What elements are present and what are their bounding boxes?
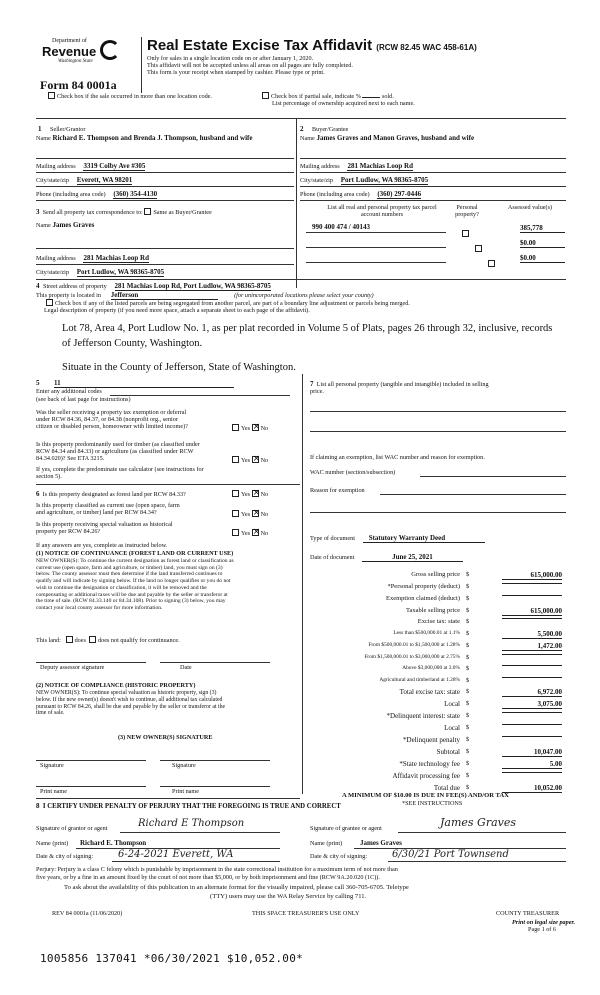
grantee-signature[interactable]: James Graves (440, 816, 517, 829)
s6-q3-yes-label: Yes (241, 530, 251, 537)
tier-row-4-dollar: $ (466, 677, 470, 684)
buyer-name-label: Name (300, 135, 315, 142)
calc2-row-0-label: Total excise tax: state (399, 688, 460, 696)
parcel-number-1[interactable]: 990 400 474 / 40143 (312, 223, 370, 231)
s5-codes-label: Enter any additional codes (36, 388, 102, 395)
tier-row-2-label: From $1,500,000.01 to $3,000,000 at 2.75% (364, 654, 460, 660)
s5-q2-line2: RCW 84.34 and 84.33) or agriculture (as classified under RCW (36, 448, 194, 456)
calc-row-2-value[interactable] (502, 595, 562, 596)
s6-q2-no-label: No (260, 511, 269, 518)
calc2-row-7-value[interactable] (502, 772, 562, 773)
s6-n1-body (36, 558, 234, 612)
s6-q2-no-checkbox[interactable] (252, 510, 259, 517)
situate-line[interactable]: Situate in the County of Jefferson, State of Washington. (62, 362, 296, 373)
partial-sale-check[interactable] (262, 92, 394, 100)
tier-row-1-dollar: $ (466, 642, 470, 649)
corr-label: Send all property tax correspondence to: (42, 209, 143, 216)
calc2-row-2-value[interactable] (502, 712, 562, 713)
parcel-head-value: Assessed value(s) (507, 204, 553, 211)
seller-phone-row (36, 190, 157, 199)
partial-sub: List percentage of ownership acquired next to each name. (272, 100, 415, 107)
s5-q2-no-label: No (260, 457, 269, 464)
form-title-text: Real Estate Excise Tax Affidavit (147, 37, 373, 54)
corr-addr-label: Mailing address (36, 255, 76, 262)
n1-line2: current use (open space, farm and agriculture, or timber) land, you must sign on (3) (36, 564, 223, 571)
grantor-date-label: Date & city of signing: (36, 853, 94, 860)
seller-num: 1 (38, 125, 42, 133)
seller-name-row (36, 134, 294, 143)
dor-logo (40, 38, 128, 72)
land-doesnot-label: does not qualify for continuance. (98, 637, 180, 644)
tier-row-1-value[interactable]: 1,472.00 (502, 642, 562, 651)
s6-q2-line2: and agriculture, or timber) land per RCW 84.34? (36, 509, 157, 517)
calc2-row-7-label: Affidavit processing fee (392, 772, 460, 780)
s6-q2-line1: Is this property classified as current use (open space, farm (36, 502, 180, 509)
new-owner-sig-1[interactable]: Signature (40, 762, 64, 769)
s5-q2-line1: Is this property predominantly used for timber (as classified under (36, 441, 200, 448)
n1-line5: wish to continue the designation or classification, it will be removed and the (36, 584, 207, 591)
s6-q1-no-label: No (260, 491, 269, 498)
s6-q3-yes-checkbox[interactable] (232, 529, 239, 536)
calc2-row-8-dollar: $ (466, 784, 470, 791)
doc-date-row (310, 553, 463, 562)
calc2-row-6-value[interactable]: 5.00 (502, 760, 562, 769)
s5-q1-no-label: No (260, 425, 269, 432)
s6-q3-line1: Is this property receiving special valuation as historical (36, 521, 173, 528)
calc-row-0-label: Gross selling price (411, 571, 460, 578)
s6-n2-body (36, 690, 225, 717)
seller-addr-value[interactable]: 3319 Colby Ave #305 (83, 162, 146, 170)
calc2-row-4-value[interactable] (502, 736, 562, 737)
buyer-num: 2 (300, 125, 304, 133)
s6-q3 (36, 521, 173, 535)
calc2-row-4-dollar: $ (466, 736, 470, 743)
corr-name-value[interactable]: James Graves (52, 221, 95, 229)
n1-line6: compensating or additional taxes will be due and payable by the seller or transferor at (36, 591, 228, 598)
s6-q1-no-checkbox[interactable] (252, 490, 259, 497)
calc2-row-1-dollar: $ (466, 700, 470, 707)
s6-q1-yesno (232, 490, 268, 498)
deputy-date-label: Date (180, 664, 192, 671)
see-instructions: *SEE INSTRUCTIONS (402, 800, 463, 807)
partial-sale-label: Check box if partial sale, indicate % (271, 93, 361, 100)
segregation-checkbox[interactable] (46, 299, 53, 306)
new-owner-sig-2[interactable]: Signature (172, 762, 196, 769)
s5-q2-yesno (232, 456, 268, 464)
s5-q3-line2: section 5). (36, 473, 62, 481)
tier-row-2-value[interactable] (502, 654, 562, 655)
grantee-name-value[interactable]: James Graves (360, 839, 402, 847)
parcel-value-3[interactable]: $0.00 (520, 254, 565, 263)
calc-row-2-dollar: $ (466, 595, 470, 602)
corr-city-value[interactable]: Port Ludlow, WA 98365-8705 (76, 268, 165, 276)
certify-label: I CERTIFY UNDER PENALTY OF PERJURY THAT THE FOREGOING IS TRUE AND CORRECT (42, 803, 341, 810)
land-doesnot-checkbox[interactable] (89, 636, 96, 643)
calc2-row-5-value[interactable]: 10,047.00 (502, 748, 562, 757)
calc-row-3-label: Taxable selling price (405, 607, 460, 614)
buyer-phone-value[interactable]: (360) 297-0446 (377, 190, 422, 198)
s7-label-line1: List all personal property (tangible and intangible) included in selling (316, 381, 489, 388)
calc2-row-2-dollar: $ (466, 712, 470, 719)
calc-row-4-dollar: $ (466, 618, 470, 625)
s5-q2-no-checkbox[interactable] (252, 456, 259, 463)
doc-type-label: Type of document (310, 535, 355, 542)
s6-n3-head: (3) NEW OWNER(S) SIGNATURE (118, 734, 213, 741)
s5-q2-line3: 84.34.020)? See ETA 3215. (36, 455, 105, 463)
grantor-name-label: Name (print) (36, 840, 69, 847)
tier-row-0-dollar: $ (466, 630, 470, 637)
buyer-addr-label: Mailing address (300, 163, 340, 170)
s5-q2 (36, 441, 200, 463)
calc-row-4-value[interactable] (502, 618, 562, 619)
minimum-note: A MINIMUM OF $10.00 IS DUE IN FEE(S) AND/OR TAX (342, 792, 509, 799)
dept-brand: Revenue (42, 44, 97, 59)
corr-num: 3 (36, 208, 40, 216)
calc2-row-6-dollar: $ (466, 760, 470, 767)
grantee-date-value[interactable]: 6/30/21 Port Townsend (392, 849, 509, 860)
s5-q1-yesno (232, 424, 268, 432)
calc2-row-1-value[interactable]: 3,075.00 (502, 700, 562, 709)
buyer-name-value[interactable]: James Graves and Manon Graves, husband and wife (316, 134, 475, 142)
seller-city-label: City/state/zip (36, 177, 69, 184)
calc2-row-8-value[interactable]: 10,052.00 (502, 784, 562, 793)
new-owner-print-2[interactable]: Print name (172, 788, 199, 795)
land-label: This land: (36, 637, 61, 644)
dept-line1: Department of (52, 38, 87, 44)
s5-num: 5 (36, 379, 40, 387)
s6-n2-head: (2) NOTICE OF COMPLIANCE (HISTORIC PROPERTY) (36, 682, 196, 689)
deputy-sig-label: Deputy assessor signature (40, 664, 105, 671)
grantee-sig-label: Signature of grantee or agent (310, 825, 382, 832)
sub-line-2: This affidavit will not be accepted unless all areas on all pages are fully completed. (147, 62, 353, 69)
calc-row-1-label: *Personal property (deduct) (387, 583, 460, 590)
s5-q1-no-checkbox[interactable] (252, 424, 259, 431)
calc2-row-5-label: Subtotal (436, 748, 460, 756)
buyer-city-value[interactable]: Port Ludlow, WA 98365-8705 (340, 176, 429, 184)
property-num: 4 (36, 282, 40, 290)
partial-sold-label: sold. (381, 93, 394, 100)
buyer-addr-value[interactable]: 281 Machias Loop Rd (347, 162, 413, 170)
s5-q1 (36, 409, 188, 431)
personal-checkbox-3[interactable] (488, 260, 495, 267)
corr-name-label: Name (36, 222, 51, 229)
seller-addr-label: Mailing address (36, 163, 76, 170)
seller-city-value[interactable]: Everett, WA 98201 (76, 176, 133, 184)
calc-row-3-dollar: $ (466, 607, 470, 614)
alt-format-line: To ask about the availability of this publication in an alternate format for the visually impaired, please call 360-705-6705. Teletype (64, 884, 409, 891)
buyer-name-row (300, 134, 474, 143)
s5-q1-line2: under RCW 84.36, 84.37, or 84.38 (nonprofit org., senior (36, 416, 178, 424)
s5-q1-line3: citizen or disabled person, homeowner with limited income)? (36, 423, 188, 431)
street-label: Street address of property (43, 283, 107, 290)
s6-q1 (36, 490, 186, 498)
rev-code: REV 84 0001a (11/06/2020) (52, 910, 123, 917)
perjury-line2: five years, or by a fine in an amount fixed by the court of not more than $5,000, or by both imprisonment and fine (RCW 9A.20.020 (1C)). (36, 873, 380, 881)
n1-line4: qualify and will indicate by signing below. If the land no longer qualifies or you do not (36, 578, 231, 585)
n1-line8: contact your local county assessor for more information. (36, 604, 163, 611)
dept-line3: Washington State (58, 59, 93, 64)
calc2-row-8-label: Total due (433, 784, 460, 792)
s5-q1-yes-checkbox[interactable] (232, 424, 239, 431)
calc-row-4-label: Excise tax: state (417, 618, 460, 625)
tier-row-4-value[interactable] (502, 677, 562, 678)
s7-label (310, 380, 489, 395)
located-value[interactable]: Jefferson (111, 291, 219, 300)
n2-line1: NEW OWNER(S): To continue special valuation as historic property, sign (3) (36, 690, 217, 696)
calc2-row-1-label: Local (444, 700, 460, 708)
calc2-row-4-label: *Delinquent penalty (403, 736, 460, 744)
corr-addr-row (36, 254, 149, 263)
reason-label: Reason for exemption (310, 487, 365, 494)
grantee-date-label: Date & city of signing: (310, 853, 368, 860)
multi-location-label: Check box if the sale occurred in more than one location code. (57, 93, 212, 100)
parcel-value-2[interactable]: $0.00 (520, 239, 565, 248)
exempt-label: If claiming an exemption, list WAC number and reason for exemption. (310, 454, 485, 461)
s6-q2 (36, 502, 180, 516)
unincorp-note: (for unincorporated locations please select your county) (234, 292, 374, 299)
calc2-row-6-label: *State technology fee (399, 760, 460, 768)
n2-line3: pursuant to RCW 84.26, shall be due and payable by the seller or transferor at the (36, 703, 226, 710)
buyer-heading: Buyer/Grantee (312, 126, 349, 133)
tty-line: (TTY) users may use the WA Relay Service by calling 711. (210, 893, 367, 900)
legal-label: Legal description of property (if you need more space, attach a separate sheet to each page of the affidavit). (44, 307, 310, 314)
s6-ifany: If any answers are yes, complete as instructed below. (36, 542, 168, 549)
s6-q1-label: Is this property designated as forest land per RCW 84.33? (42, 491, 186, 498)
tier-row-0-value[interactable]: 5,500.00 (502, 630, 562, 639)
street-value[interactable]: 281 Machias Loop Rd, Port Ludlow, WA 98365-8705 (114, 282, 271, 290)
calc-row-3-value[interactable]: 615,000.00 (502, 607, 562, 616)
s6-q3-no-checkbox[interactable] (252, 529, 259, 536)
s6-q1-yes-checkbox[interactable] (232, 490, 239, 497)
tier-row-4-label: Agricultural and timberland at 1.28% (379, 677, 460, 683)
perjury-line1: Perjury: Perjury is a class C felony which is punishable by imprisonment in the state correctional institution for a maximum term of not more than (36, 866, 398, 873)
grantor-signature[interactable]: Richard E Thompson (138, 818, 245, 829)
s6-q2-yes-checkbox[interactable] (232, 510, 239, 517)
tier-row-2-dollar: $ (466, 654, 470, 661)
treasurer-only: THIS SPACE TREASURER'S USE ONLY (252, 910, 360, 917)
s5-q2-yes-checkbox[interactable] (232, 456, 239, 463)
multi-location-check[interactable] (48, 92, 212, 100)
personal-checkbox-2[interactable] (475, 245, 482, 252)
land-does-checkbox[interactable] (66, 636, 73, 643)
parcel-head-personal: Personal property? (455, 204, 479, 219)
s6-q1-yes-label: Yes (241, 491, 251, 498)
seller-name-value[interactable]: Richard E. Thompson and Brenda J. Thompson, husband and wife (52, 134, 253, 142)
certify-row (36, 802, 341, 810)
s6-q3-no-label: No (260, 530, 269, 537)
seller-phone-label: Phone (including area code) (36, 191, 106, 198)
corr-name-row (36, 221, 94, 230)
grantor-date-value[interactable]: 6-24-2021 Everett, WA (118, 849, 234, 860)
doc-type-row (310, 534, 485, 543)
land-does-label: does (74, 637, 86, 644)
seller-heading: Seller/Grantor (50, 126, 86, 133)
segregation-row[interactable] (46, 299, 410, 307)
s6-q3-line2: property per RCW 84.26? (36, 528, 101, 536)
n1-line7: the time of sale. (RCW 84.33.140 or 84.34.108). Prior to signing (3) below, you may (36, 598, 226, 605)
s6-q2-yesno (232, 510, 268, 518)
seller-city-row (36, 176, 132, 185)
land-qualify-row (36, 636, 180, 644)
calc-row-0-dollar: $ (466, 571, 470, 578)
same-as-buyer-label: Same as Buyer/Grantee (153, 209, 212, 216)
personal-checkbox-1[interactable] (462, 230, 469, 237)
calc2-row-0-dollar: $ (466, 688, 470, 695)
corr-city-label: City/state/zip (36, 269, 69, 276)
n2-line4: time of sale. (36, 710, 65, 717)
n1-line1: NEW OWNER(S): To continue the current designation as forest land or classification as (36, 558, 234, 564)
tier-row-3-dollar: $ (466, 665, 470, 672)
grantor-name-value[interactable]: Richard E. Thompson (80, 839, 147, 847)
calc2-row-3-label: Local (444, 724, 460, 732)
grantor-sig-label: Signature of grantor or agent (36, 825, 108, 832)
form-title (147, 37, 477, 54)
s6-num: 6 (36, 490, 40, 498)
calc-row-1-dollar: $ (466, 583, 470, 590)
buyer-city-row (300, 176, 428, 185)
seller-name-label: Name (36, 135, 51, 142)
county-treasurer: COUNTY TREASURER (496, 910, 560, 917)
buyer-phone-label: Phone (including area code) (300, 191, 370, 198)
wac-label: WAC number (section/subsection) (310, 469, 396, 476)
corr-row (36, 208, 212, 216)
calc-row-1-value[interactable] (502, 583, 562, 584)
s5-code[interactable]: 11 (54, 379, 234, 388)
partial-sale-checkbox[interactable] (262, 92, 269, 99)
tier-row-0-label: Less than $500,000.01 at 1.1% (393, 630, 460, 636)
buyer-phone-row (300, 190, 421, 199)
s5-codes-sub: (see back of last page for instructions) (36, 396, 131, 403)
buyer-city-label: City/state/zip (300, 177, 333, 184)
multi-location-checkbox[interactable] (48, 92, 55, 99)
s5-q3-line1: If yes, complete the predominate use calculator (see instructions for (36, 466, 204, 473)
new-owner-print-1[interactable]: Print name (40, 788, 67, 795)
sub-line-1: Only for sales in a single location code on or after January 1, 2020. (147, 55, 314, 62)
calc2-row-5-dollar: $ (466, 748, 470, 755)
s6-n1-head: (1) NOTICE OF CONTINUANCE (FOREST LAND OR CURRENT USE) (36, 550, 234, 557)
s8-num: 8 (36, 802, 40, 810)
form-title-ref: (RCW 82.45 WAC 458-61A) (376, 43, 477, 52)
corr-city-row (36, 268, 164, 277)
s5-q2-yes-label: Yes (241, 457, 251, 464)
doc-date-label: Date of document (310, 554, 355, 561)
same-as-buyer-checkbox[interactable] (144, 208, 151, 215)
calc-row-2-label: Exemption claimed (deduct) (385, 595, 460, 602)
s6-q3-yesno (232, 529, 268, 537)
perjury-text (36, 866, 398, 881)
calc2-row-0-value[interactable]: 6,972.00 (502, 688, 562, 697)
logo-mark-icon (100, 40, 120, 60)
doc-date-value[interactable]: June 25, 2021 (362, 553, 463, 562)
n1-line3: below. The county assessor must then determine if the land transferred continues to (36, 571, 223, 578)
corr-addr-value[interactable]: 281 Machias Loop Rd (83, 254, 149, 262)
form-number: Form 84 0001a (40, 78, 117, 92)
located-label: This property is located in (36, 292, 101, 299)
parcel-head-list: List all real and personal property tax parcel account numbers (327, 204, 437, 219)
calc2-row-2-label: *Delinquent interest: state (386, 712, 460, 720)
seller-phone-value[interactable]: (360) 354-4130 (113, 190, 158, 198)
s6-q2-yes-label: Yes (241, 511, 251, 518)
calc-row-0-value[interactable]: 615,000.00 (502, 571, 562, 580)
tier-row-3-value[interactable] (502, 665, 562, 666)
page-number: Page 1 of 6 (528, 926, 557, 933)
calc2-row-3-value[interactable] (502, 724, 562, 725)
s7-label-line2: price. (310, 388, 324, 396)
buyer-addr-row (300, 162, 413, 171)
n2-line2: below. If the new owner(s) doesn't wish to continue, all additional tax calculated (36, 696, 223, 703)
legal-line-2[interactable]: of Jefferson County, Washington. (62, 338, 203, 349)
s7-num: 7 (310, 380, 314, 388)
print-legal-note: Print on legal size paper. (512, 919, 576, 926)
doc-type-value[interactable]: Statutory Warranty Deed (363, 534, 485, 543)
s5-q3 (36, 466, 204, 480)
receipt-stamp: 1005856 137041 *06/30/2021 $10,052.00* (40, 952, 304, 965)
seller-addr-row (36, 162, 145, 171)
legal-line-1[interactable]: Lot 78, Area 4, Port Ludlow No. 1, as per plat recorded in Volume 5 of Plats, pages 26 through 32, inclusive, records (62, 323, 553, 334)
segregation-label: Check box if any of the listed parcels are being segregated from another parcel, are part of a boundary line adjustment or parcels being merged. (55, 300, 410, 307)
sub-line-3: This form is your receipt when stamped by cashier. Please type or print. (147, 69, 325, 76)
tier-row-1-label: From $500,000.01 to $1,500,000 at 1.28% (368, 642, 460, 648)
parcel-value-1[interactable]: 385,778 (520, 224, 565, 233)
grantee-name-label: Name (print) (310, 840, 343, 847)
calc2-row-7-dollar: $ (466, 772, 470, 779)
street-row (36, 282, 271, 291)
s5-q1-yes-label: Yes (241, 425, 251, 432)
s5-q1-line1: Was the seller receiving a property tax exemption or deferral (36, 409, 187, 416)
tier-row-3-label: Above $3,000,000 at 3.0% (402, 665, 460, 671)
calc2-row-3-dollar: $ (466, 724, 470, 731)
